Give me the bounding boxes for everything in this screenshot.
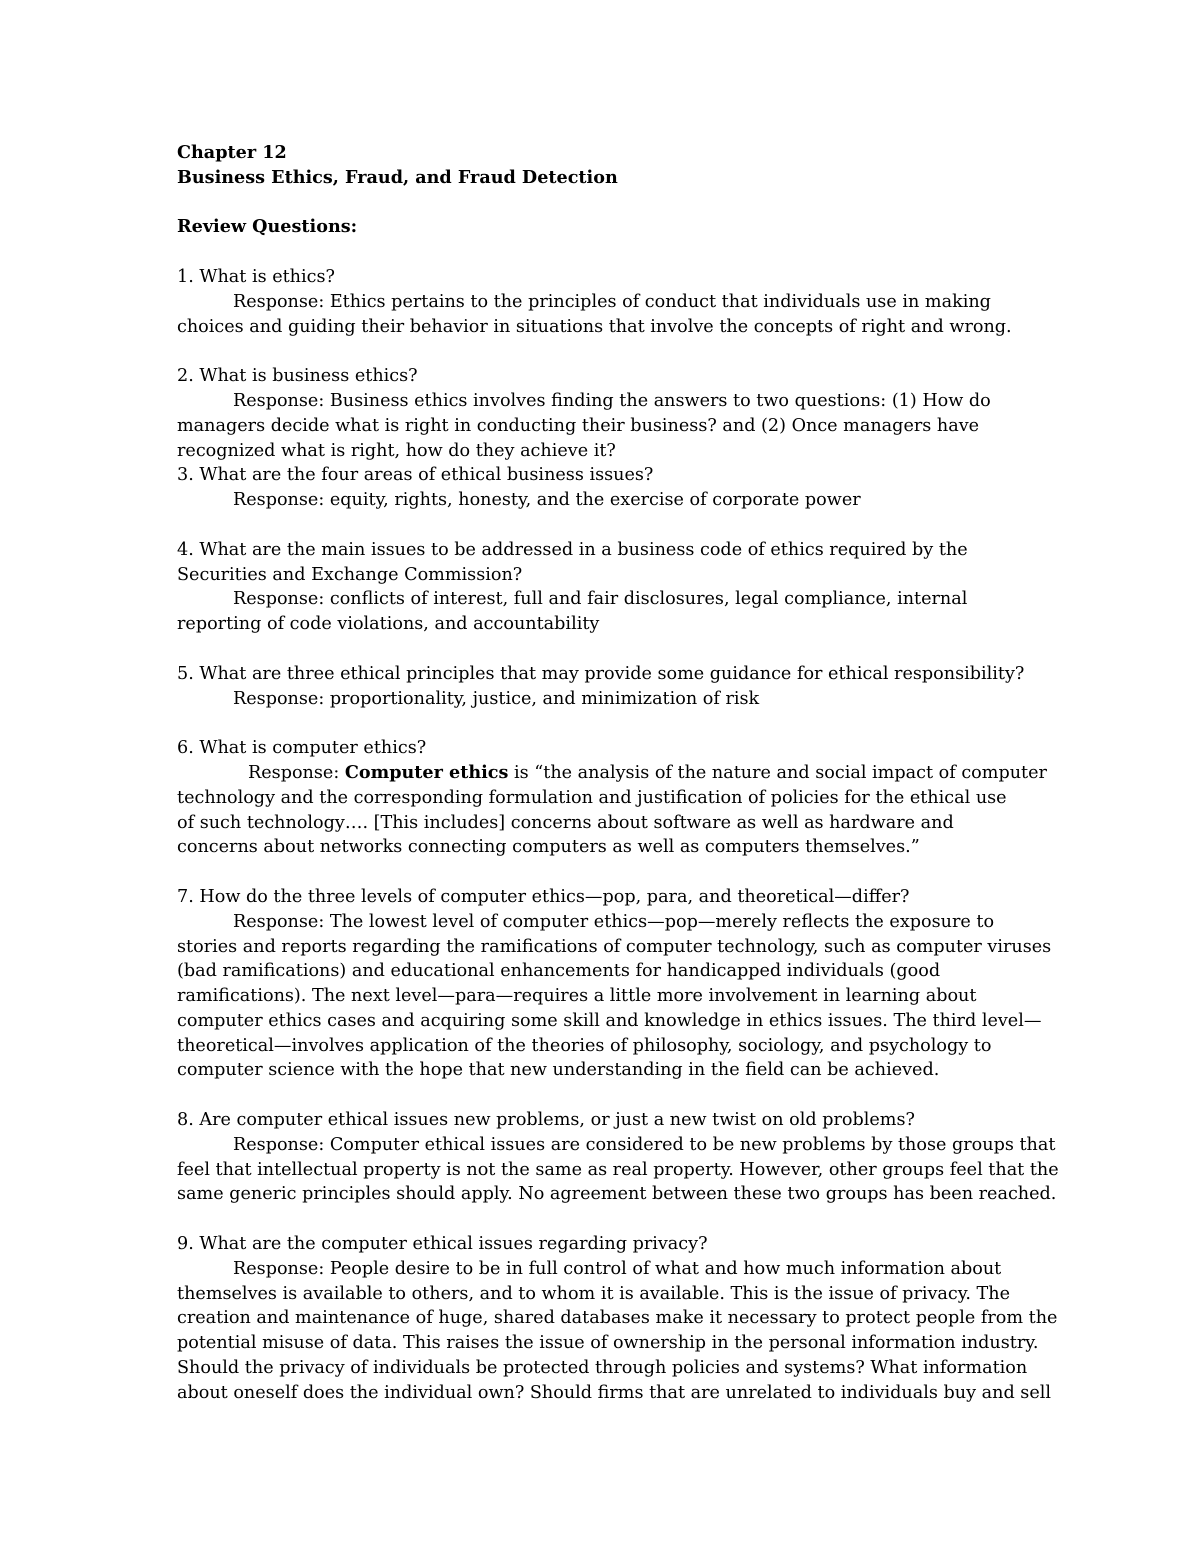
question-text: 2. What is business ethics?	[177, 366, 418, 387]
question-3	[177, 463, 1027, 513]
response-line: stories and reports regarding the ramifications of computer technology, such as computer viruses	[177, 936, 1052, 957]
question-text: 6. What is computer ethics?	[177, 738, 427, 759]
spacer	[177, 240, 1027, 265]
question-2	[177, 364, 1027, 463]
response-line: recognized what is right, how do they achieve it?	[177, 440, 616, 461]
question-8	[177, 1108, 1059, 1207]
question-text: 1. What is ethics?	[177, 266, 335, 287]
response-line: ramifications). The next level—para—requires a little more involvement in learning about	[177, 986, 977, 1007]
response-line: computer ethics cases and acquiring some skill and knowledge in ethics issues. The third level—	[177, 1010, 1042, 1031]
spacer	[177, 1207, 1027, 1232]
response-line: reporting of code violations, and accountability	[177, 614, 600, 635]
question-text: 7. How do the three levels of computer ethics—pop, para, and theoretical—differ?	[177, 886, 910, 907]
response-line: technology and the corresponding formulation and justification of policies for the ethical use	[177, 787, 1007, 808]
question-4	[177, 538, 1027, 637]
response-line: of such technology…. [This includes] concerns about software as well as hardware and	[177, 812, 954, 833]
chapter-label: Chapter 12	[177, 142, 287, 163]
response-line: about oneself does the individual own? Should firms that are unrelated to individuals buy and sell	[177, 1382, 1051, 1403]
spacer	[177, 637, 1027, 662]
response-line: themselves is available to others, and to whom it is available. This is the issue of privacy. The	[177, 1283, 1011, 1304]
question-9	[177, 1232, 1058, 1406]
response-line: Response: proportionality, justice, and minimization of risk	[233, 688, 760, 709]
response-line: feel that intellectual property is not the same as real property. However, other groups feel that the	[177, 1159, 1059, 1180]
question-7	[177, 885, 1052, 1083]
spacer	[177, 711, 1027, 736]
document-title-block	[177, 141, 1027, 240]
response-line	[177, 761, 1047, 786]
response-line: potential misuse of data. This raises the issue of ownership in the personal information industry.	[177, 1333, 1039, 1354]
spacer	[177, 860, 1027, 885]
question-5	[177, 662, 1027, 712]
response-line: concerns about networks connecting computers as well as computers themselves.”	[177, 837, 920, 858]
response-line: Response: People desire to be in full control of what and how much information about	[233, 1258, 1002, 1279]
question-text: 5. What are three ethical principles that may provide some guidance for ethical responsibility?	[177, 663, 1025, 684]
question-text: 9. What are the computer ethical issues regarding privacy?	[177, 1234, 708, 1255]
response-prefix: Response:	[248, 762, 345, 783]
response-line: Response: Business ethics involves finding the answers to two questions: (1) How do	[233, 390, 991, 411]
question-text: Securities and Exchange Commission?	[177, 564, 523, 585]
response-line: (bad ramifications) and educational enhancements for handicapped individuals (good	[177, 961, 941, 982]
question-1	[177, 265, 1027, 339]
section-heading: Review Questions:	[177, 216, 358, 238]
question-6	[177, 736, 1047, 860]
response-line: Response: Ethics pertains to the principles of conduct that individuals use in making	[233, 291, 991, 312]
chapter-title: Business Ethics, Fraud, and Fraud Detection	[177, 166, 618, 188]
response-line: managers decide what is right in conducting their business? and (2) Once managers have	[177, 415, 980, 436]
response-line: Response: Computer ethical issues are considered to be new problems by those groups that	[233, 1134, 1056, 1155]
document-body	[177, 141, 1059, 1406]
response-line: Response: conflicts of interest, full and fair disclosures, legal compliance, internal	[233, 589, 968, 610]
response-line: creation and maintenance of huge, shared databases make it necessary to protect people from the	[177, 1308, 1058, 1329]
spacer	[177, 339, 1027, 364]
response-text: is “the analysis of the nature and social impact of computer	[508, 762, 1047, 783]
spacer	[177, 1083, 1027, 1108]
response-line: Should the privacy of individuals be protected through policies and systems? What information	[177, 1358, 1028, 1379]
response-line: Response: equity, rights, honesty, and the exercise of corporate power	[233, 490, 861, 511]
spacer	[177, 191, 1027, 216]
bold-term: Computer ethics	[344, 761, 509, 783]
response-line: choices and guiding their behavior in situations that involve the concepts of right and wrong.	[177, 316, 1012, 337]
spacer	[177, 513, 1027, 538]
response-line: computer science with the hope that new understanding in the field can be achieved.	[177, 1060, 940, 1081]
question-text: 8. Are computer ethical issues new problems, or just a new twist on old problems?	[177, 1110, 915, 1131]
response-line: theoretical—involves application of the theories of philosophy, sociology, and psychology to	[177, 1035, 992, 1056]
question-text: 4. What are the main issues to be addressed in a business code of ethics required by the	[177, 539, 968, 560]
response-line: Response: The lowest level of computer ethics—pop—merely reflects the exposure to	[233, 911, 995, 932]
response-line: same generic principles should apply. No agreement between these two groups has been reached.	[177, 1184, 1057, 1205]
question-text: 3. What are the four areas of ethical business issues?	[177, 465, 654, 486]
